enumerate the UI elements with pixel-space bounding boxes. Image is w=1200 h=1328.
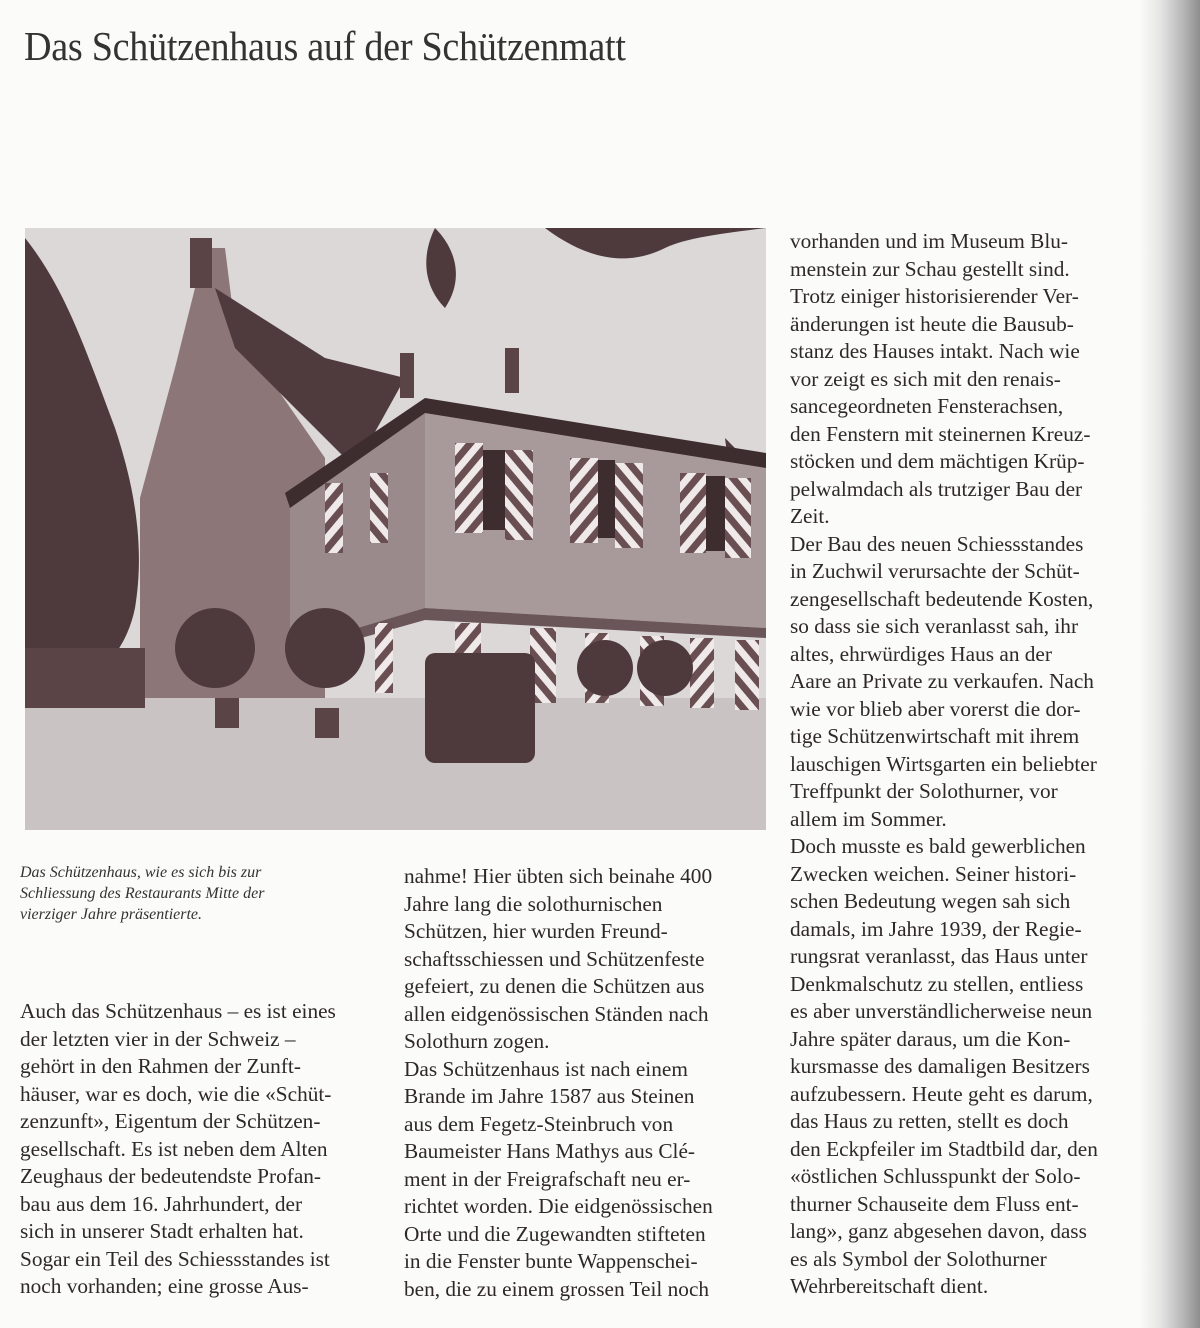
text-line: nahme! Hier übten sich beinahe 400 (404, 864, 713, 888)
text-line: Zeit. (790, 504, 830, 528)
text-line: pelwalmdach als trutziger Bau der (790, 476, 1083, 501)
text-line: so dass sie sich veranlasst sah, ihr (790, 614, 1079, 638)
text-line: Baumeister Hans Mathys aus Clé- (404, 1139, 696, 1163)
text-line: Doch musste es bald gewerblichen (790, 834, 1086, 858)
text-line: es aber unverständlicherweise neun (790, 999, 1093, 1023)
text-line: wie vor blieb aber vorerst die dor- (790, 696, 1081, 721)
text-line: allem im Sommer. (790, 806, 947, 831)
text-line: aus dem Fegetz-Steinbruch von (404, 1111, 674, 1136)
text-line: aufzubessern. Heute geht es darum, (790, 1081, 1093, 1106)
text-line: allen eidgenössischen Ständen nach (404, 1001, 709, 1026)
text-line: gefeiert, zu denen die Schützen aus (404, 974, 705, 998)
building-photo (25, 228, 766, 830)
text-line: schen Bedeutung wegen sah sich (790, 889, 1071, 913)
text-line: Jahre lang die solothurnischen (404, 891, 663, 916)
text-line: richtet worden. Die eidgenössischen (404, 1194, 713, 1218)
text-line: stöcken und dem mächtigen Krüp- (790, 449, 1085, 473)
text-line: stanz des Hauses intakt. Nach wie (790, 339, 1080, 363)
text-line: Sogar ein Teil des Schiessstandes ist (20, 1246, 330, 1271)
text-line: thurner Schauseite dem Fluss ent- (790, 1191, 1079, 1216)
text-line: schaftsschiessen und Schützenfeste (404, 946, 705, 971)
text-line: vorhanden und im Museum Blu- (790, 229, 1069, 253)
text-line: änderungen ist heute die Bausub- (790, 311, 1074, 336)
text-line: sancegeordneten Fensterachsen, (790, 394, 1064, 418)
text-line: ben, die zu einem grossen Teil noch (404, 1276, 710, 1301)
text-line: Denkmalschutz zu stellen, entliess (790, 971, 1084, 996)
text-line: Jahre später daraus, um die Kon- (790, 1026, 1071, 1051)
text-line: noch vorhanden; eine grosse Aus- (20, 1274, 309, 1298)
text-line: ment in der Freigrafschaft neu er- (404, 1166, 691, 1191)
photo-illustration (25, 228, 766, 830)
text-column-left (20, 998, 336, 1301)
text-line: Brande im Jahre 1587 aus Steinen (404, 1084, 695, 1108)
text-line: den Fenstern mit steinernen Kreuz- (790, 421, 1091, 446)
text-line: Solothurn zogen. (404, 1029, 550, 1053)
text-line: Zeughaus der bedeutendste Profan- (20, 1164, 322, 1188)
caption-line: vierziger Jahre präsentierte. (20, 906, 203, 923)
page-title: Das Schützenhaus auf der Schützenmatt (24, 23, 626, 69)
text-line: Zwecken weichen. Seiner histori- (790, 861, 1077, 886)
text-line: in Zuchwil verursachte der Schüt- (790, 559, 1080, 583)
text-line: vor zeigt es sich mit den renais- (790, 366, 1061, 391)
text-line: in die Fenster bunte Wappenschei- (404, 1249, 698, 1273)
text-line: lauschigen Wirtsgarten ein beliebter (790, 751, 1097, 776)
text-line: gesellschaft. Es ist neben dem Alten (20, 1136, 328, 1161)
text-line: Auch das Schützenhaus – es ist eines (20, 999, 336, 1023)
photo-caption (20, 862, 370, 925)
text-line: es als Symbol der Solothurner (790, 1246, 1047, 1271)
text-line: Das Schützenhaus ist nach einem (404, 1056, 688, 1081)
text-line: zengesellschaft bedeutende Kosten, (790, 586, 1094, 611)
text-line: Schützen, hier wurden Freund- (404, 919, 668, 943)
text-line: Aare an Private zu verkaufen. Nach (790, 669, 1094, 693)
text-column-middle (404, 863, 713, 1303)
caption-line: Das Schützenhaus, wie es sich bis zur (20, 864, 262, 881)
text-line: menstein zur Schau gestellt sind. (790, 256, 1070, 281)
text-line: Orte und die Zugewandten stifteten (404, 1221, 706, 1246)
text-line: tige Schützenwirtschaft mit ihrem (790, 724, 1080, 748)
text-line: sich in unserer Stadt erhalten hat. (20, 1219, 304, 1243)
text-line: lang», ganz abgesehen davon, dass (790, 1219, 1087, 1243)
text-line: altes, ehrwürdiges Haus an der (790, 641, 1052, 666)
text-line: der letzten vier in der Schweiz – (20, 1026, 296, 1051)
text-line: kursmasse des damaligen Besitzers (790, 1054, 1090, 1078)
text-line: das Haus zu retten, stellt es doch (790, 1109, 1069, 1133)
text-line: Wehrbereitschaft dient. (790, 1274, 989, 1298)
text-line: gehört in den Rahmen der Zunft- (20, 1054, 301, 1078)
text-line: häuser, war es doch, wie die «Schüt- (20, 1081, 332, 1106)
text-line: bau aus dem 16. Jahrhundert, der (20, 1191, 303, 1216)
text-line: rungsrat veranlasst, das Haus unter (790, 944, 1088, 968)
text-line: Der Bau des neuen Schiessstandes (790, 531, 1084, 556)
text-line: Treffpunkt der Solothurner, vor (790, 779, 1058, 803)
text-line: damals, im Jahre 1939, der Regie- (790, 916, 1082, 941)
book-gutter-shadow (1140, 0, 1200, 1328)
text-line: Trotz einiger historisierender Ver- (790, 284, 1079, 308)
text-line: den Eckpfeiler im Stadtbild dar, den (790, 1136, 1098, 1161)
text-line: «östlichen Schlusspunkt der Solo- (790, 1164, 1081, 1188)
text-column-right (790, 228, 1098, 1301)
text-line: zenzunft», Eigentum der Schützen- (20, 1109, 321, 1133)
caption-line: Schliessung des Restaurants Mitte der (20, 885, 265, 902)
